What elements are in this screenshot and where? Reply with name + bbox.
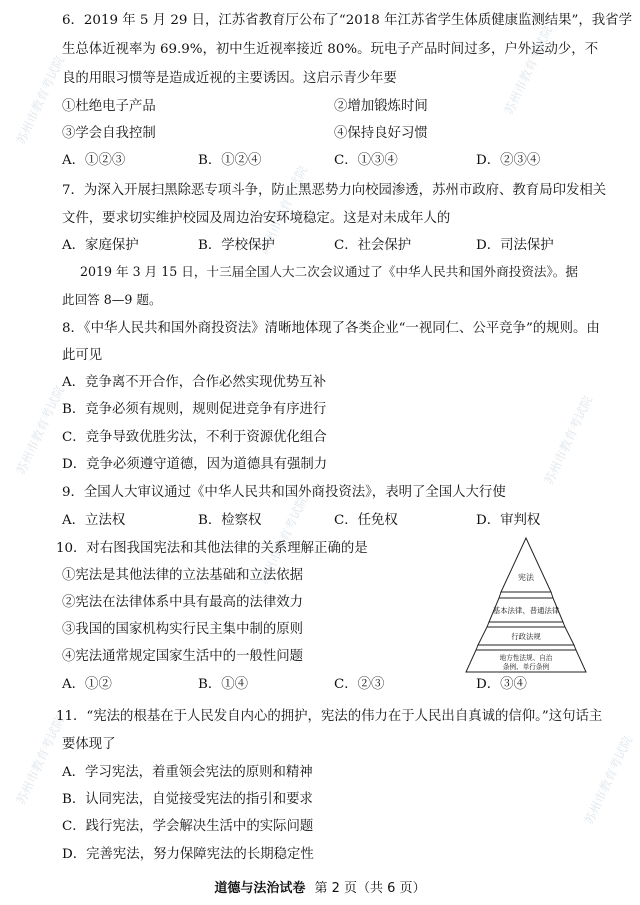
question-11-option-a: A．学习宪法，着重领会宪法的原则和精神 xyxy=(62,765,313,780)
question-8-option-a: A．竞争离不开合作，合作必然实现优势互补 xyxy=(62,375,327,390)
question-7-line: 7．为深入开展扫黑除恶专项斗争，防止黑恶势力向校园渗透，苏州市政府、教育局印发相关 xyxy=(62,183,607,198)
watermark: 苏州市教育考试院 xyxy=(541,393,596,487)
pyramid-tier-1-shape xyxy=(501,538,551,592)
question-11-option-c: C．践行宪法，学会解决生活中的实际问题 xyxy=(62,819,314,834)
question-6-line: 良的用眼习惯等是造成近视的主要诱因。这启示青少年要 xyxy=(62,71,397,86)
question-11-option-b: B．认同宪法，自觉接受宪法的指引和要求 xyxy=(62,792,313,807)
pyramid-tier-4-label-line1: 地方性法规、自治 xyxy=(499,654,553,662)
watermark: 苏州市教育考试院 xyxy=(256,163,311,257)
stem-line: 此回答 8—9 题。 xyxy=(62,292,162,307)
question-10-option-c: C．②③ xyxy=(334,677,385,692)
watermark: 苏州市教育考试院 xyxy=(13,53,68,147)
question-6-line: 6．2019 年 5 月 29 日，江苏省教育厅公布了“2018 年江苏省学生体质健康监测结果”，我省学 xyxy=(62,13,632,28)
footer-subject: 道德与法治试卷 xyxy=(214,881,306,896)
question-11-option-d: D．完善宪法，努力保障宪法的长期稳定性 xyxy=(62,847,314,862)
question-11-line: 要体现了 xyxy=(62,737,116,752)
watermark: 苏州市教育考试院 xyxy=(13,713,68,807)
question-6-option-c: C．①③④ xyxy=(334,153,398,168)
footer-page-number: 第 2 页（共 6 页） xyxy=(314,881,426,896)
watermark: 苏州市教育考试院 xyxy=(581,733,636,827)
question-11-line: 11．“宪法的根基在于人民发自内心的拥护，宪法的伟力在于人民出自真诚的信仰。”这句话主 xyxy=(56,709,603,724)
question-10-option-a: A．①② xyxy=(62,677,112,692)
question-10-item: ②宪法在法律体系中具有最高的法律效力 xyxy=(62,595,304,610)
question-6-item: ②增加锻炼时间 xyxy=(334,99,428,114)
question-7-option-c: C．社会保护 xyxy=(334,238,412,253)
question-8-line: 8．《中华人民共和国外商投资法》清晰地体现了各类企业“一视同仁、公平竞争”的规则。由 xyxy=(62,321,600,336)
question-10-option-b: B．①④ xyxy=(198,677,249,692)
question-10-item: ③我国的国家机构实行民主集中制的原则 xyxy=(62,622,304,637)
question-9-option-b: B．检察权 xyxy=(198,513,262,528)
question-9-option-d: D．审判权 xyxy=(476,513,541,528)
question-6-option-b: B．①②④ xyxy=(198,153,262,168)
question-9-option-c: C．任免权 xyxy=(334,513,398,528)
question-9-line: 9．全国人大审议通过《中华人民共和国外商投资法》，表明了全国人大行使 xyxy=(62,485,506,500)
question-10-line: 10．对右图我国宪法和其他法律的关系理解正确的是 xyxy=(56,541,368,556)
watermark: 苏州市教育考试院 xyxy=(13,383,68,477)
question-7-line: 文件，要求切实维护校园及周边治安环境稳定。这是对未成年人的 xyxy=(62,211,451,226)
question-8-option-d: D．竞争必须遵守道德，因为道德具有强制力 xyxy=(62,457,328,472)
question-10-option-d: D．③④ xyxy=(476,677,527,692)
page-footer xyxy=(0,877,640,896)
question-6-line: 生总体近视率为 69.9%，初中生近视率接近 80%。玩电子产品时间过多，户外运动少，不 xyxy=(62,42,599,57)
pyramid-tier-4-label-line2: 条例、单行条例 xyxy=(502,663,550,671)
question-9-option-a: A．立法权 xyxy=(62,513,126,528)
stem-line: 2019 年 3 月 15 日，十三届全国人大二次会议通过了《中华人民共和国外商投资法》。据 xyxy=(80,264,578,279)
question-7-option-b: B．学校保护 xyxy=(198,238,275,253)
pyramid-tier-1-label: 宪法 xyxy=(518,573,534,582)
question-10-item: ①宪法是其他法律的立法基础和立法依据 xyxy=(62,568,304,583)
question-6-option-a: A．①②③ xyxy=(62,153,126,168)
question-8-line: 此可见 xyxy=(62,348,103,363)
question-8-option-c: C．竞争导致优胜劣汰，不利于资源优化组合 xyxy=(62,430,327,445)
question-8-option-b: B．竞争必须有规则，规则促进竞争有序进行 xyxy=(62,402,327,417)
pyramid-tier-2-label: 基本法律、普通法律 xyxy=(492,606,560,615)
question-6-item: ③学会自我控制 xyxy=(62,126,156,141)
law-hierarchy-pyramid xyxy=(452,534,600,674)
question-10-item: ④宪法通常规定国家生活中的一般性问题 xyxy=(62,649,304,664)
question-6-item: ①杜绝电子产品 xyxy=(62,99,156,114)
question-7-option-a: A．家庭保护 xyxy=(62,238,139,253)
question-7-option-d: D．司法保护 xyxy=(476,238,554,253)
watermark: 苏州市教育考试院 xyxy=(256,493,311,587)
watermark: 苏州市教育考试院 xyxy=(501,23,556,117)
pyramid-tier-3-label: 行政法规 xyxy=(511,632,541,641)
question-6-item: ④保持良好习惯 xyxy=(334,126,428,141)
question-6-option-d: D．②③④ xyxy=(476,153,541,168)
